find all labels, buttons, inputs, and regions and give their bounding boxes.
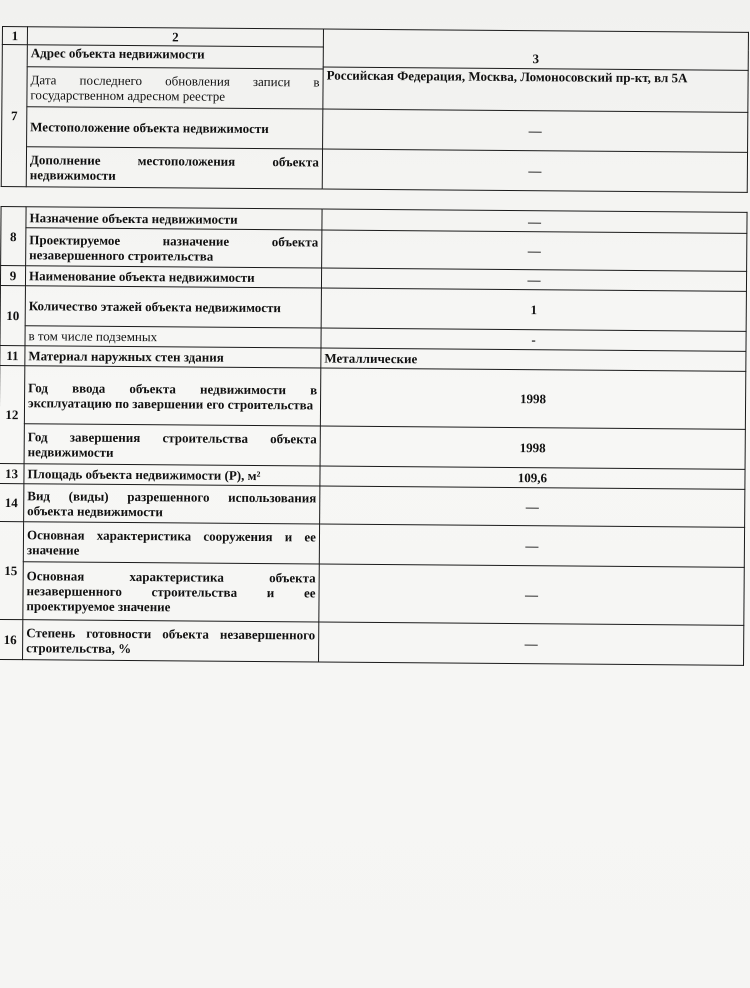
table-row	[0, 561, 744, 625]
row-label-location: Местоположение объекта недвижимости	[27, 107, 323, 149]
table-row	[0, 619, 744, 665]
row-label-completion-year: Год завершения строительства объекта недвижимости	[24, 424, 320, 466]
row-value-readiness: —	[319, 622, 744, 665]
table-row	[2, 107, 748, 153]
row-label-name: Наименование объекта недвижимости	[25, 266, 321, 288]
row-label-purpose: Назначение объекта недвижимости	[26, 207, 322, 230]
table-row	[0, 483, 745, 527]
row-label-address-update: Дата последнего обновления записи в государственном адресном реестре	[27, 67, 323, 109]
header-col-3: 3	[323, 29, 748, 70]
row-label-wall-material: Материал наружных стен здания	[25, 346, 321, 368]
row-value-purpose: —	[322, 209, 747, 233]
property-table	[0, 26, 749, 666]
row-value-projected-purpose: —	[322, 230, 747, 271]
row-value-projected-characteristic: —	[319, 564, 744, 625]
table-row	[0, 365, 746, 429]
row-number-16: 16	[0, 619, 23, 659]
row-value-completion-year: 1998	[320, 426, 745, 469]
row-value-permitted-use: —	[320, 486, 745, 527]
row-label-readiness: Степень готовности объекта незавершенного строительства, %	[23, 620, 319, 662]
row-value-floors: 1	[321, 288, 746, 331]
row-number-14: 14	[0, 483, 24, 521]
header-col-2: 2	[27, 27, 323, 47]
row-value-main-characteristic: —	[319, 524, 744, 567]
row-number-12: 12	[0, 365, 25, 463]
header-col-1: 1	[2, 27, 27, 45]
row-label-area: Площадь объекта недвижимости (Р), м²	[24, 464, 320, 486]
row-label-location-addition: Дополнение местоположения объекта недвижимости	[26, 147, 322, 189]
row-number-7: 7	[1, 45, 27, 187]
row-value-location: —	[323, 109, 748, 152]
row-number-9: 9	[0, 265, 25, 285]
row-label-underground: в том числе подземных	[25, 326, 321, 348]
row-number-11: 11	[0, 345, 25, 365]
row-number-10: 10	[0, 285, 25, 345]
row-value-name: —	[321, 268, 746, 291]
row-value-wall-material: Металлические	[321, 348, 746, 371]
row-value-address: Российская Федерация, Москва, Ломоносовский пр-кт, вл 5А	[323, 67, 748, 112]
row-number-15: 15	[0, 521, 24, 619]
row-value-area: 109,6	[320, 466, 745, 489]
row-label-commission-year: Год ввода объекта недвижимости в эксплуатацию по завершении его строительства	[24, 366, 320, 426]
table-row	[1, 227, 747, 271]
row-value-location-addition: —	[322, 149, 747, 192]
row-label-permitted-use: Вид (виды) разрешенного использования объекта недвижимости	[24, 484, 320, 524]
row-number-8: 8	[1, 206, 26, 265]
row-label-address: Адрес объекта недвижимости	[27, 45, 323, 69]
row-label-projected-purpose: Проектируемое назначение объекта незавершенного строительства	[26, 228, 322, 268]
table-row	[0, 285, 746, 331]
row-label-projected-characteristic: Основная характеристика объекта незавершенного строительства и ее проектируемое значение	[23, 562, 319, 622]
row-value-underground: -	[321, 328, 746, 351]
table-row	[1, 147, 747, 193]
row-label-floors: Количество этажей объекта недвижимости	[25, 286, 321, 328]
table-row	[0, 423, 745, 469]
row-label-main-characteristic: Основная характеристика сооружения и ее значение	[23, 522, 319, 564]
row-number-13: 13	[0, 463, 24, 483]
row-value-commission-year: 1998	[320, 368, 745, 429]
table-row	[0, 521, 745, 567]
